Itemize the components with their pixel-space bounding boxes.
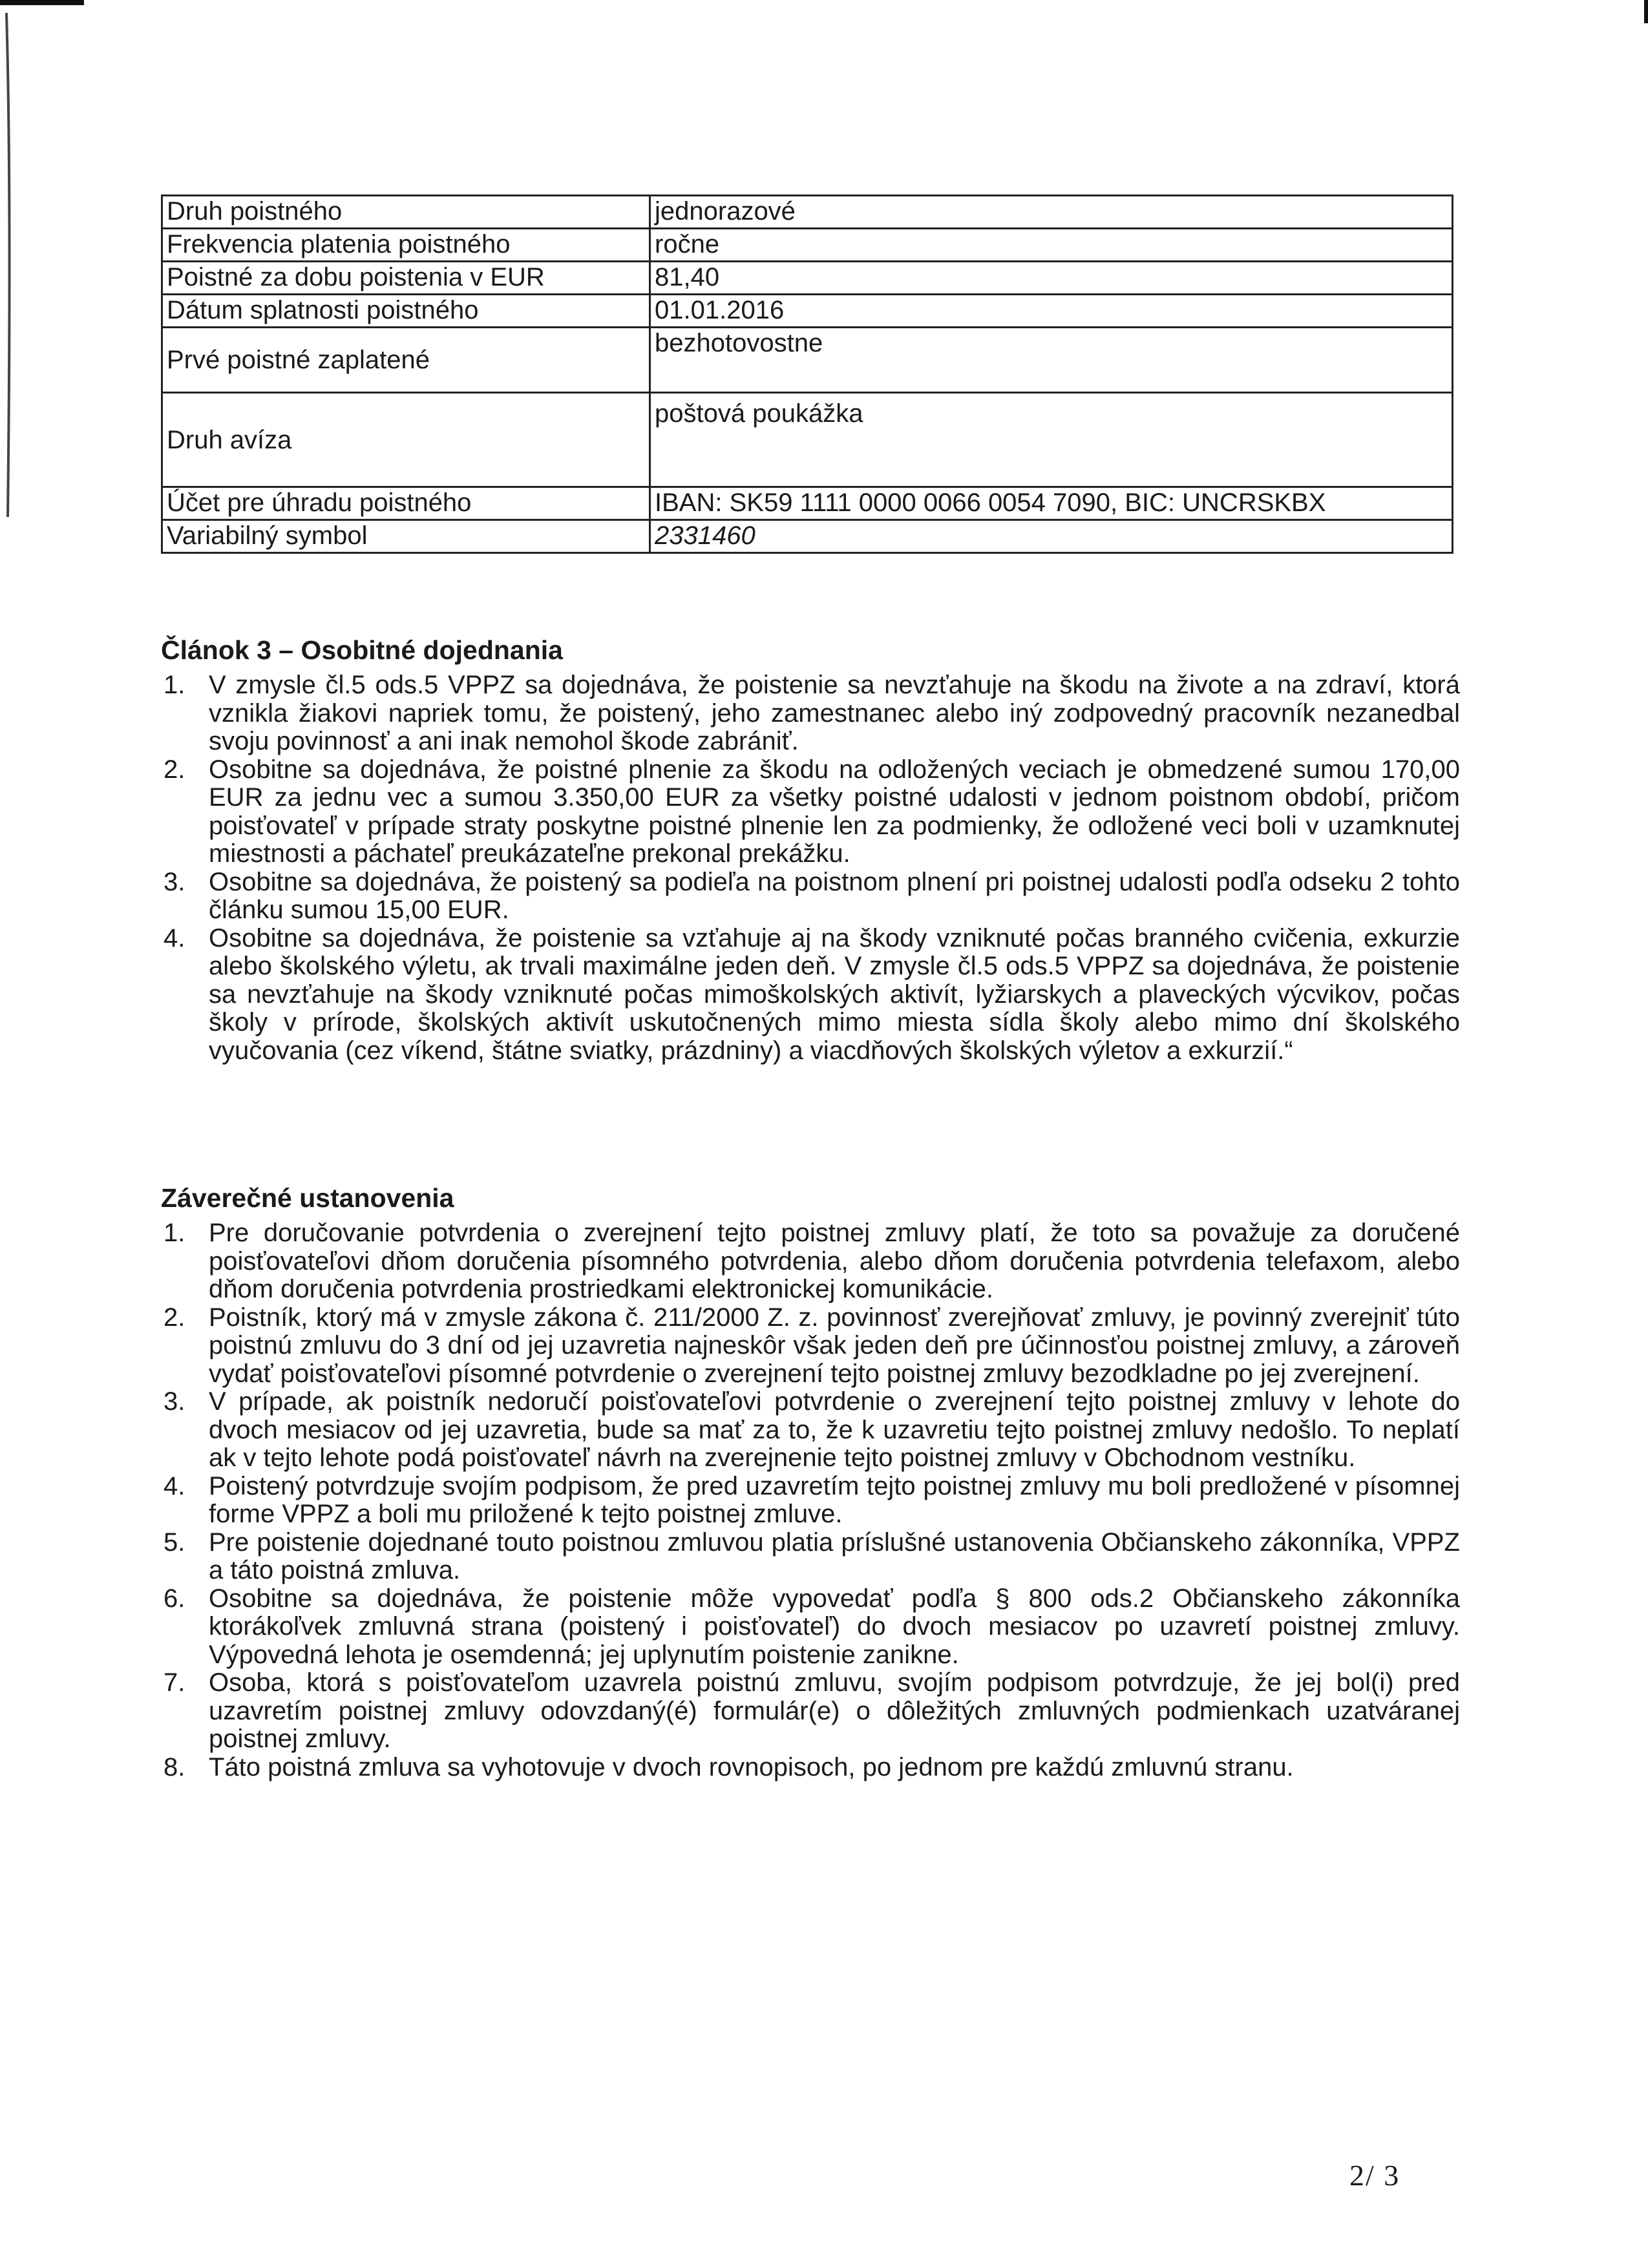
scan-page-edge-shadow [0, 0, 26, 530]
row-value: 2331460 [650, 520, 1453, 553]
final-provisions-section [161, 1182, 1460, 1781]
table-row [162, 262, 1453, 295]
row-value: 01.01.2016 [650, 295, 1453, 328]
list-item: 7. Osoba, ktorá s poisťovateľom uzavrela poistnú zmluvu, svojím podpisom potvrdzuje, že jej bol(i) pred uzavretím poistnej zmluvy odovzdaný(é) formulár(e) o dôležitých zmluvných podmienkach uzatváranej poistnej zmluvy. [164, 1668, 1460, 1754]
list-item: 3. Osobitne sa dojednáva, že poistený sa podieľa na poistnom plnení pri poistnej udalosti podľa odseku 2 tohto článku sumou 15,00 EUR. [164, 867, 1460, 925]
page-number: 2/ 3 [1349, 2159, 1400, 2192]
list-item: 2. Osobitne sa dojednáva, že poistné plnenie za škodu na odložených veciach je obmedzené sumou 170,00 EUR za jednu vec a sumou 3.350,00 EUR za všetky poistné udalosti v jednom poistnom období, pričom poisťovateľ v prípade straty poskytne poistné plnenie len za podmienky, že odložené veci boli v uzamknutej miestnosti a páchateľ preukázateľne prekonal prekážku. [164, 755, 1460, 868]
row-label: Poistné za dobu poistenia v EUR [162, 262, 650, 295]
article-3-clauses [161, 671, 1460, 1065]
row-label: Dátum splatnosti poistného [162, 295, 650, 328]
list-item: 1. Pre doručovanie potvrdenia o zverejnení tejto poistnej zmluvy platí, že toto sa považuje za doručené poisťovateľovi dňom doručenia písomného potvrdenia, alebo dňom doručenia potvrdenia telefaxom, alebo dňom doručenia potvrdenia prostriedkami elektronickej komunikácie. [164, 1219, 1460, 1304]
row-value: IBAN: SK59 1111 0000 0066 0054 7090, BIC: UNCRSKBX [650, 487, 1453, 520]
table-row [162, 295, 1453, 328]
row-label: Prvé poistné zaplatené [162, 328, 650, 393]
list-item: 5. Pre poistenie dojednané touto poistnou zmluvou platia príslušné ustanovenia Občianskeho zákonníka, VPPZ a táto poistná zmluva. [164, 1528, 1460, 1585]
final-provisions-clauses [161, 1219, 1460, 1781]
table-row [162, 393, 1453, 487]
table-row [162, 229, 1453, 262]
row-value: poštová poukážka [650, 393, 1453, 487]
row-label: Frekvencia platenia poistného [162, 229, 650, 262]
list-item: 3. V prípade, ak poistník nedoručí poisťovateľovi potvrdenie o zverejnení tejto poistnej zmluvy v lehote do dvoch mesiacov od jej uzavretia, bude sa mať za to, že k uzavretiu tejto poistnej zmluvy nedošlo. To neplatí ak v tejto lehote podá poisťovateľ návrh na zverejnenie tejto poistnej zmluvy v Obchodnom vestníku. [164, 1387, 1460, 1473]
table-row [162, 520, 1453, 553]
row-value: jednorazové [650, 196, 1453, 229]
final-provisions-title: Záverečné ustanovenia [161, 1183, 454, 1213]
article-3-title: Článok 3 – Osobitné dojednania [161, 635, 563, 665]
table-row [162, 196, 1453, 229]
list-item: 6. Osobitne sa dojednáva, že poistenie môže vypovedať podľa § 800 ods.2 Občianskeho zákonníka ktorákoľvek zmluvná strana (poistený i poisťovateľ) do dvoch mesiacov po uzavretí poistnej zmluvy. Výpovedná lehota je osemdenná; jej uplynutím poistenie zanikne. [164, 1584, 1460, 1669]
list-item: 1. V zmysle čl.5 ods.5 VPPZ sa dojednáva, že poistenie sa nevzťahuje na škodu na živote a na zdraví, ktorá vznikla žiakovi napriek tomu, že poistený, jeho zamestnanec alebo iný zodpovedný pracovník nezanedbal svoju povinnosť a ani inak nemohol škode zabrániť. [164, 671, 1460, 756]
row-label: Variabilný symbol [162, 520, 650, 553]
list-item: 4. Osobitne sa dojednáva, že poistenie sa vzťahuje aj na škody vzniknuté počas branného cvičenia, exkurzie alebo školského výletu, ak trvali maximálne jeden deň. V zmysle čl.5 ods.5 VPPZ sa dojednáva, že poistenie sa nevzťahuje na škody vzniknuté počas mimoškolských aktivít, lyžiarskych a plaveckých výcvikov, počas školy v prírode, školských aktivít uskutočnených mimo miesta sídla školy alebo mimo dní školského vyučovania (cez víkend, štátne sviatky, prázdniny) a viacdňových školských výletov a exkurzií.“ [164, 923, 1460, 1065]
list-item: 4. Poistený potvrdzuje svojím podpisom, že pred uzavretím tejto poistnej zmluvy mu boli predložené v písomnej forme VPPZ a boli mu priložené k tejto poistnej zmluve. [164, 1471, 1460, 1529]
table-row [162, 328, 1453, 393]
list-item: 8. Táto poistná zmluva sa vyhotovuje v dvoch rovnopisoch, po jednom pre každú zmluvnú stranu. [164, 1752, 1294, 1781]
table-row [162, 487, 1453, 520]
article-3-section [161, 635, 1460, 1065]
row-value: bezhotovostne [650, 328, 1453, 393]
row-label: Druh avíza [162, 393, 650, 487]
row-value: ročne [650, 229, 1453, 262]
row-label: Druh poistného [162, 196, 650, 229]
list-item: 2. Poistník, ktorý má v zmysle zákona č. 211/2000 Z. z. povinnosť zverejňovať zmluvy, je povinný zverejniť túto poistnú zmluvu do 3 dní od jej uzavretia najneskôr však jeden deň pre účinnosťou poistnej zmluvy, a zároveň vydať poisťovateľovi písomné potvrdenie o zverejnení tejto poistnej zmluvy bezodkladne po jej zverejnení. [164, 1303, 1460, 1388]
row-label: Účet pre úhradu poistného [162, 487, 650, 520]
scan-edge-mark-right [1644, 0, 1648, 23]
row-value: 81,40 [650, 262, 1453, 295]
premium-details-table [161, 194, 1453, 554]
